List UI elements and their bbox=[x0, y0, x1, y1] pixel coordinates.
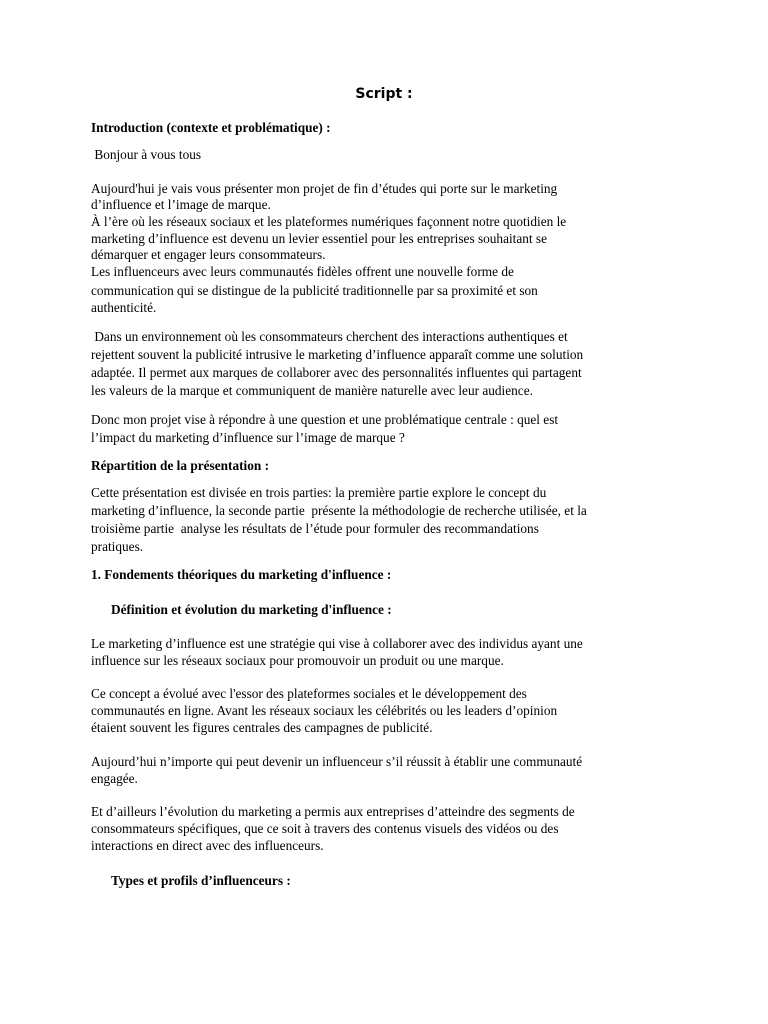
paragraph-line: pratiques. bbox=[91, 539, 144, 554]
paragraph-line: Dans un environnement où les consommateurs cherchent des interactions authentiques et bbox=[91, 329, 568, 344]
paragraph-line: Ce concept a évolué avec l'essor des plateformes sociales et le développement des bbox=[91, 686, 527, 701]
paragraph-line: Aujourd’hui n’importe qui peut devenir un influenceur s’il réussit à établir une communauté bbox=[91, 754, 583, 769]
paragraph-line: troisième partie analyse les résultats de l’étude pour formuler des recommandations bbox=[91, 521, 539, 536]
paragraph-line: Cette présentation est divisée en trois parties: la première partie explore le concept du bbox=[91, 485, 547, 500]
paragraph-line: engagée. bbox=[91, 771, 138, 786]
paragraph-line: Le marketing d’influence est une stratégie qui vise à collaborer avec des individus ayant une bbox=[91, 636, 583, 651]
paragraph-line: communication qui se distingue de la publicité traditionnelle par sa proximité et son bbox=[91, 283, 538, 298]
paragraph-line: étaient souvent les figures centrales des campagnes de publicité. bbox=[91, 720, 433, 735]
section-1-heading: 1. Fondements théoriques du marketing d'influence : bbox=[91, 567, 392, 582]
paragraph-line: influence sur les réseaux sociaux pour promouvoir un produit ou une marque. bbox=[91, 653, 504, 668]
paragraph-line: Donc mon projet vise à répondre à une question et une problématique centrale : quel est bbox=[91, 412, 559, 427]
subsection-heading-definition: Définition et évolution du marketing d'influence : bbox=[111, 602, 392, 617]
paragraph-line: Les influenceurs avec leurs communautés fidèles offrent une nouvelle forme de bbox=[91, 264, 514, 279]
paragraph-line: démarquer et engager leurs consommateurs. bbox=[91, 247, 326, 262]
paragraph-line: Aujourd'hui je vais vous présenter mon projet de fin d’études qui porte sur le marketing bbox=[91, 181, 558, 196]
paragraph-line: d’influence et l’image de marque. bbox=[91, 197, 271, 212]
paragraph-line: l’impact du marketing d’influence sur l’image de marque ? bbox=[91, 430, 405, 445]
paragraph-line: interactions en direct avec des influenceurs. bbox=[91, 838, 324, 853]
paragraph-line: communautés en ligne. Avant les réseaux sociaux les célébrités ou les leaders d’opinion bbox=[91, 703, 558, 718]
paragraph-line: marketing d’influence, la seconde partie présente la méthodologie de recherche utilisée, et la bbox=[91, 503, 587, 518]
paragraph-line: Et d’ailleurs l’évolution du marketing a permis aux entreprises d’atteindre des segments de bbox=[91, 804, 575, 819]
paragraph-line: les valeurs de la marque et communiquent de manière naturelle avec leur audience. bbox=[91, 383, 533, 398]
paragraph-line: À l’ère où les réseaux sociaux et les plateformes numériques façonnent notre quotidien le bbox=[91, 214, 567, 229]
paragraph-line: marketing d’influence est devenu un levier essentiel pour les entreprises souhaitant se bbox=[91, 231, 548, 246]
paragraph-line: rejettent souvent la publicité intrusive le marketing d’influence apparaît comme une solution bbox=[91, 347, 584, 362]
subsection-heading-types: Types et profils d’influenceurs : bbox=[111, 873, 291, 888]
paragraph-line: authenticité. bbox=[91, 300, 157, 315]
intro-heading: Introduction (contexte et problématique) : bbox=[91, 120, 331, 135]
greeting-text: Bonjour à vous tous bbox=[91, 147, 202, 162]
paragraph-line: consommateurs spécifiques, que ce soit à travers des contenus visuels des vidéos ou des bbox=[91, 821, 559, 836]
paragraph-line: adaptée. Il permet aux marques de collaborer avec des personnalités influentes qui partagent bbox=[91, 365, 582, 380]
repartition-heading: Répartition de la présentation : bbox=[91, 458, 270, 473]
page-title: Script : bbox=[355, 86, 413, 102]
